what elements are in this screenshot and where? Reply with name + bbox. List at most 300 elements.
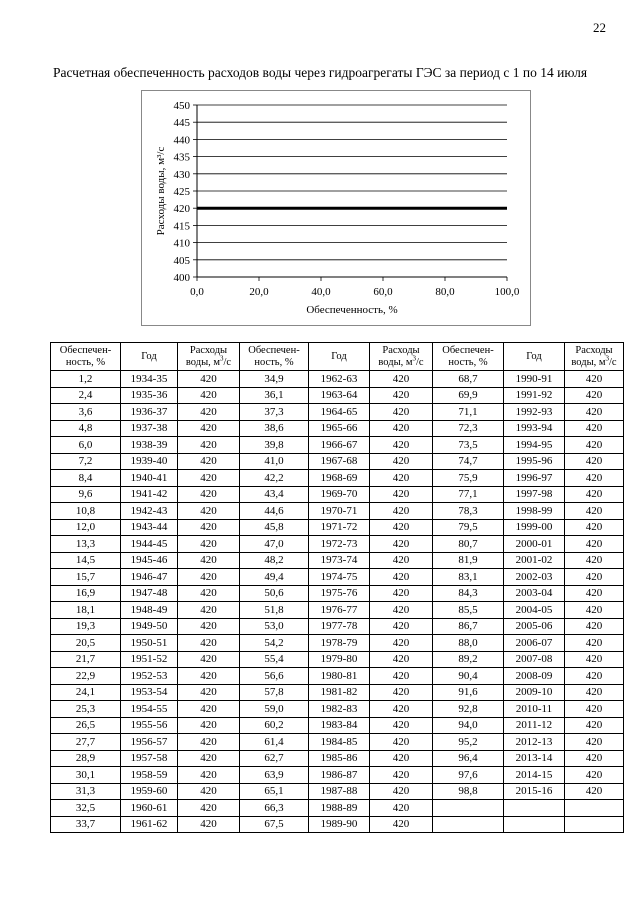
table-cell: 1995-96 bbox=[504, 453, 565, 470]
table-cell: 2004-05 bbox=[504, 602, 565, 619]
table-cell: 74,7 bbox=[433, 453, 504, 470]
table-cell: 420 bbox=[178, 734, 240, 751]
table-cell: 420 bbox=[565, 420, 624, 437]
table-cell: 420 bbox=[565, 635, 624, 652]
table-cell: 59,0 bbox=[240, 701, 309, 718]
table-cell: 14,5 bbox=[51, 552, 121, 569]
table-cell: 420 bbox=[178, 618, 240, 635]
table-cell: 81,9 bbox=[433, 552, 504, 569]
table-cell: 77,1 bbox=[433, 486, 504, 503]
table-cell bbox=[565, 816, 624, 833]
table-cell: 420 bbox=[565, 717, 624, 734]
table-row bbox=[51, 602, 624, 619]
table-cell: 27,7 bbox=[51, 734, 121, 751]
table-cell: 12,0 bbox=[51, 519, 121, 536]
table-cell: 60,2 bbox=[240, 717, 309, 734]
table-cell: 1998-99 bbox=[504, 503, 565, 520]
table-cell: 1939-40 bbox=[121, 453, 178, 470]
table-cell: 1993-94 bbox=[504, 420, 565, 437]
table-cell: 420 bbox=[565, 453, 624, 470]
table-row bbox=[51, 734, 624, 751]
table-cell: 9,6 bbox=[51, 486, 121, 503]
table-cell: 31,3 bbox=[51, 783, 121, 800]
table-cell: 420 bbox=[178, 585, 240, 602]
table-cell: 420 bbox=[370, 602, 433, 619]
table-cell: 71,1 bbox=[433, 404, 504, 421]
table-cell: 2014-15 bbox=[504, 767, 565, 784]
table-body bbox=[51, 371, 624, 833]
table-cell: 1,2 bbox=[51, 371, 121, 388]
table-cell: 1956-57 bbox=[121, 734, 178, 751]
table-cell: 66,3 bbox=[240, 800, 309, 817]
x-tick-label: 0,0 bbox=[190, 286, 204, 298]
y-tick-label: 405 bbox=[173, 254, 190, 267]
table-row bbox=[51, 387, 624, 404]
table-cell: 1972-73 bbox=[309, 536, 370, 553]
table-cell: 80,7 bbox=[433, 536, 504, 553]
table-cell: 1961-62 bbox=[121, 816, 178, 833]
column-header: Год bbox=[309, 343, 370, 371]
table-cell: 420 bbox=[370, 701, 433, 718]
table-cell: 420 bbox=[370, 635, 433, 652]
table-cell: 420 bbox=[565, 569, 624, 586]
y-tick-label: 420 bbox=[173, 203, 190, 216]
table-cell: 420 bbox=[565, 470, 624, 487]
y-tick-label: 435 bbox=[173, 151, 190, 164]
table-cell: 420 bbox=[178, 816, 240, 833]
table-cell: 420 bbox=[178, 602, 240, 619]
y-tick-label: 415 bbox=[173, 220, 190, 233]
table-cell: 2010-11 bbox=[504, 701, 565, 718]
table-row bbox=[51, 717, 624, 734]
table-cell: 1948-49 bbox=[121, 602, 178, 619]
table-cell: 28,9 bbox=[51, 750, 121, 767]
table-cell: 1989-90 bbox=[309, 816, 370, 833]
x-tick-label: 100,0 bbox=[494, 286, 520, 298]
table-cell: 20,5 bbox=[51, 635, 121, 652]
table-cell: 1962-63 bbox=[309, 371, 370, 388]
table-cell: 420 bbox=[178, 767, 240, 784]
table-row bbox=[51, 519, 624, 536]
table-cell: 420 bbox=[370, 503, 433, 520]
table-cell: 69,9 bbox=[433, 387, 504, 404]
table-cell: 1983-84 bbox=[309, 717, 370, 734]
table-cell: 97,6 bbox=[433, 767, 504, 784]
table-cell: 420 bbox=[565, 519, 624, 536]
table-cell: 13,3 bbox=[51, 536, 121, 553]
table-cell: 420 bbox=[178, 635, 240, 652]
table-cell: 91,6 bbox=[433, 684, 504, 701]
table-cell: 33,7 bbox=[51, 816, 121, 833]
table-cell: 420 bbox=[565, 767, 624, 784]
table-cell: 420 bbox=[178, 651, 240, 668]
table-cell: 42,2 bbox=[240, 470, 309, 487]
table-cell: 63,9 bbox=[240, 767, 309, 784]
table-cell: 2012-13 bbox=[504, 734, 565, 751]
table-cell: 1947-48 bbox=[121, 585, 178, 602]
table-cell: 420 bbox=[565, 536, 624, 553]
table-cell: 2009-10 bbox=[504, 684, 565, 701]
table-cell: 72,3 bbox=[433, 420, 504, 437]
table-cell: 1981-82 bbox=[309, 684, 370, 701]
table-cell: 37,3 bbox=[240, 404, 309, 421]
table-cell: 62,7 bbox=[240, 750, 309, 767]
table-cell: 24,1 bbox=[51, 684, 121, 701]
table-cell: 420 bbox=[178, 800, 240, 817]
table-cell: 79,5 bbox=[433, 519, 504, 536]
table-cell: 1952-53 bbox=[121, 668, 178, 685]
table-cell: 420 bbox=[565, 668, 624, 685]
table-row bbox=[51, 420, 624, 437]
table-cell: 56,6 bbox=[240, 668, 309, 685]
table-cell: 420 bbox=[370, 519, 433, 536]
table-cell: 420 bbox=[565, 404, 624, 421]
column-header: Расходы воды, $м^3/с$ bbox=[178, 343, 240, 371]
y-tick-label: 440 bbox=[173, 134, 190, 147]
x-axis-label: Обеспеченность, % bbox=[306, 304, 398, 316]
table-cell: 25,3 bbox=[51, 701, 121, 718]
table-cell: 420 bbox=[178, 552, 240, 569]
table-cell: 92,8 bbox=[433, 701, 504, 718]
y-tick-label: 450 bbox=[173, 100, 190, 112]
table-cell: 420 bbox=[565, 651, 624, 668]
table-cell bbox=[433, 800, 504, 817]
table-cell: 1987-88 bbox=[309, 783, 370, 800]
table-row bbox=[51, 618, 624, 635]
table-cell: 49,4 bbox=[240, 569, 309, 586]
table-cell: 85,5 bbox=[433, 602, 504, 619]
table-cell: 61,4 bbox=[240, 734, 309, 751]
table-cell: 420 bbox=[178, 684, 240, 701]
table-cell: 420 bbox=[370, 536, 433, 553]
table-cell: 1966-67 bbox=[309, 437, 370, 454]
table-cell: 48,2 bbox=[240, 552, 309, 569]
table-cell: 1999-00 bbox=[504, 519, 565, 536]
table-header-row bbox=[51, 343, 624, 371]
table-cell bbox=[504, 816, 565, 833]
table-cell: 420 bbox=[178, 750, 240, 767]
table-row bbox=[51, 453, 624, 470]
table-cell: 1959-60 bbox=[121, 783, 178, 800]
table-cell: 1982-83 bbox=[309, 701, 370, 718]
table-cell: 73,5 bbox=[433, 437, 504, 454]
table-cell: 420 bbox=[370, 437, 433, 454]
table-cell: 39,8 bbox=[240, 437, 309, 454]
table-cell: 7,2 bbox=[51, 453, 121, 470]
table-cell: 420 bbox=[370, 651, 433, 668]
table-cell: 1976-77 bbox=[309, 602, 370, 619]
table-cell: 98,8 bbox=[433, 783, 504, 800]
table-cell: 420 bbox=[178, 486, 240, 503]
table-cell: 86,7 bbox=[433, 618, 504, 635]
table-cell: 1986-87 bbox=[309, 767, 370, 784]
table-cell: 2006-07 bbox=[504, 635, 565, 652]
table-cell: 53,0 bbox=[240, 618, 309, 635]
table-cell: 420 bbox=[178, 569, 240, 586]
table-cell: 420 bbox=[178, 453, 240, 470]
table-cell: 1963-64 bbox=[309, 387, 370, 404]
table-cell: 15,7 bbox=[51, 569, 121, 586]
table-cell: 1936-37 bbox=[121, 404, 178, 421]
table-cell: 420 bbox=[370, 371, 433, 388]
table-cell: 1970-71 bbox=[309, 503, 370, 520]
table-cell: 1937-38 bbox=[121, 420, 178, 437]
table-cell: 420 bbox=[178, 717, 240, 734]
table-cell: 1949-50 bbox=[121, 618, 178, 635]
table-cell: 18,1 bbox=[51, 602, 121, 619]
table-cell: 1941-42 bbox=[121, 486, 178, 503]
table-cell: 1944-45 bbox=[121, 536, 178, 553]
table-cell: 90,4 bbox=[433, 668, 504, 685]
table-row bbox=[51, 767, 624, 784]
chart-svg bbox=[142, 91, 530, 325]
table-cell: 420 bbox=[370, 453, 433, 470]
table-cell: 1957-58 bbox=[121, 750, 178, 767]
table-cell: 1991-92 bbox=[504, 387, 565, 404]
table-row bbox=[51, 536, 624, 553]
table-cell: 96,4 bbox=[433, 750, 504, 767]
column-header: Год bbox=[121, 343, 178, 371]
table-cell: 1977-78 bbox=[309, 618, 370, 635]
table-row bbox=[51, 800, 624, 817]
x-tick-label: 60,0 bbox=[373, 286, 393, 298]
table-cell: 1955-56 bbox=[121, 717, 178, 734]
table-cell: 2008-09 bbox=[504, 668, 565, 685]
table-row bbox=[51, 503, 624, 520]
table-cell: 3,6 bbox=[51, 404, 121, 421]
table-cell: 1950-51 bbox=[121, 635, 178, 652]
table-cell: 38,6 bbox=[240, 420, 309, 437]
table-cell: 1946-47 bbox=[121, 569, 178, 586]
page-number: 22 bbox=[593, 20, 606, 35]
table-row bbox=[51, 816, 624, 833]
table-cell: 420 bbox=[565, 701, 624, 718]
table-cell: 420 bbox=[370, 387, 433, 404]
table-cell bbox=[565, 800, 624, 817]
table-row bbox=[51, 470, 624, 487]
table-row bbox=[51, 684, 624, 701]
table-cell: 1938-39 bbox=[121, 437, 178, 454]
table-cell: 420 bbox=[565, 750, 624, 767]
table-cell: 1973-74 bbox=[309, 552, 370, 569]
x-tick-label: 40,0 bbox=[311, 286, 331, 298]
table-cell: 1935-36 bbox=[121, 387, 178, 404]
table-cell: 420 bbox=[370, 569, 433, 586]
table-cell: 420 bbox=[370, 783, 433, 800]
table-cell: 1958-59 bbox=[121, 767, 178, 784]
y-tick-label: 400 bbox=[173, 272, 190, 284]
table-cell: 420 bbox=[370, 767, 433, 784]
table-cell: 1979-80 bbox=[309, 651, 370, 668]
y-axis-label: Расходы воды, м³/с bbox=[155, 146, 167, 236]
table-cell: 420 bbox=[565, 585, 624, 602]
table-cell: 420 bbox=[178, 437, 240, 454]
table-cell: 1984-85 bbox=[309, 734, 370, 751]
table-cell: 420 bbox=[178, 668, 240, 685]
column-header: Обеспечен- ность, % bbox=[240, 343, 309, 371]
table-cell: 36,1 bbox=[240, 387, 309, 404]
table-cell: 1975-76 bbox=[309, 585, 370, 602]
table-cell: 420 bbox=[370, 618, 433, 635]
table-cell: 4,8 bbox=[51, 420, 121, 437]
table-row bbox=[51, 569, 624, 586]
table-cell: 1997-98 bbox=[504, 486, 565, 503]
table-cell: 1974-75 bbox=[309, 569, 370, 586]
table-cell: 420 bbox=[178, 536, 240, 553]
table-cell: 420 bbox=[370, 800, 433, 817]
table-cell: 420 bbox=[370, 717, 433, 734]
table-cell: 43,4 bbox=[240, 486, 309, 503]
table-cell: 2001-02 bbox=[504, 552, 565, 569]
table-cell: 41,0 bbox=[240, 453, 309, 470]
table-cell: 420 bbox=[178, 783, 240, 800]
table-cell: 22,9 bbox=[51, 668, 121, 685]
table-cell: 8,4 bbox=[51, 470, 121, 487]
table-cell: 1942-43 bbox=[121, 503, 178, 520]
table-cell: 420 bbox=[178, 387, 240, 404]
table-cell: 2003-04 bbox=[504, 585, 565, 602]
x-tick-label: 80,0 bbox=[435, 286, 455, 298]
table-cell: 1967-68 bbox=[309, 453, 370, 470]
table-cell: 420 bbox=[565, 371, 624, 388]
table-cell: 51,8 bbox=[240, 602, 309, 619]
table-cell: 1943-44 bbox=[121, 519, 178, 536]
table-cell: 420 bbox=[370, 552, 433, 569]
y-tick-label: 430 bbox=[173, 168, 190, 181]
table-cell: 19,3 bbox=[51, 618, 121, 635]
table-cell: 420 bbox=[178, 420, 240, 437]
table-cell: 88,0 bbox=[433, 635, 504, 652]
table-cell: 420 bbox=[565, 552, 624, 569]
table-cell: 78,3 bbox=[433, 503, 504, 520]
table-cell: 1969-70 bbox=[309, 486, 370, 503]
table-cell: 420 bbox=[178, 404, 240, 421]
y-tick-label: 445 bbox=[173, 117, 190, 130]
table-cell: 57,8 bbox=[240, 684, 309, 701]
table-cell: 1945-46 bbox=[121, 552, 178, 569]
table-cell: 1996-97 bbox=[504, 470, 565, 487]
table-cell: 1990-91 bbox=[504, 371, 565, 388]
table-cell: 2000-01 bbox=[504, 536, 565, 553]
table-cell: 30,1 bbox=[51, 767, 121, 784]
table-cell: 75,9 bbox=[433, 470, 504, 487]
table-cell: 420 bbox=[370, 486, 433, 503]
table-cell: 84,3 bbox=[433, 585, 504, 602]
table-cell: 54,2 bbox=[240, 635, 309, 652]
column-header: Расходы воды, $м^3/с$ bbox=[370, 343, 433, 371]
table-row bbox=[51, 486, 624, 503]
table-row bbox=[51, 651, 624, 668]
y-tick-label: 410 bbox=[173, 237, 190, 250]
table-cell: 420 bbox=[565, 602, 624, 619]
table-cell: 1953-54 bbox=[121, 684, 178, 701]
table-row bbox=[51, 585, 624, 602]
table-cell: 21,7 bbox=[51, 651, 121, 668]
table-cell: 2007-08 bbox=[504, 651, 565, 668]
table-cell: 2013-14 bbox=[504, 750, 565, 767]
table-cell bbox=[504, 800, 565, 817]
table-cell: 420 bbox=[178, 503, 240, 520]
table-cell: 420 bbox=[370, 420, 433, 437]
table-cell: 420 bbox=[565, 734, 624, 751]
table-cell: 1985-86 bbox=[309, 750, 370, 767]
table-cell: 68,7 bbox=[433, 371, 504, 388]
table-cell: 1960-61 bbox=[121, 800, 178, 817]
table-cell: 2011-12 bbox=[504, 717, 565, 734]
table-row bbox=[51, 437, 624, 454]
table-cell: 1965-66 bbox=[309, 420, 370, 437]
table-cell: 1988-89 bbox=[309, 800, 370, 817]
table-cell: 1978-79 bbox=[309, 635, 370, 652]
table-row bbox=[51, 668, 624, 685]
table-cell: 67,5 bbox=[240, 816, 309, 833]
table-cell: 420 bbox=[565, 437, 624, 454]
table-cell: 94,0 bbox=[433, 717, 504, 734]
table-cell: 1971-72 bbox=[309, 519, 370, 536]
table-row bbox=[51, 635, 624, 652]
table-cell: 420 bbox=[565, 387, 624, 404]
table-row bbox=[51, 371, 624, 388]
table-cell: 6,0 bbox=[51, 437, 121, 454]
column-header: Обеспечен- ность, % bbox=[433, 343, 504, 371]
column-header: Год bbox=[504, 343, 565, 371]
table-cell: 1994-95 bbox=[504, 437, 565, 454]
table-cell: 95,2 bbox=[433, 734, 504, 751]
table-cell: 420 bbox=[178, 701, 240, 718]
table-cell bbox=[433, 816, 504, 833]
table-cell: 420 bbox=[178, 470, 240, 487]
table-row bbox=[51, 701, 624, 718]
column-header: Расходы воды, $м^3/с$ bbox=[565, 343, 624, 371]
table-cell: 50,6 bbox=[240, 585, 309, 602]
table-cell: 2015-16 bbox=[504, 783, 565, 800]
table-cell: 83,1 bbox=[433, 569, 504, 586]
table-cell: 1951-52 bbox=[121, 651, 178, 668]
table-cell: 1940-41 bbox=[121, 470, 178, 487]
y-tick-label: 425 bbox=[173, 186, 190, 198]
x-tick-label: 20,0 bbox=[249, 286, 269, 298]
table-cell: 34,9 bbox=[240, 371, 309, 388]
chart-area bbox=[141, 90, 531, 326]
table-cell: 420 bbox=[565, 486, 624, 503]
table-cell: 420 bbox=[370, 585, 433, 602]
table-cell: 1934-35 bbox=[121, 371, 178, 388]
table-cell: 2002-03 bbox=[504, 569, 565, 586]
table-cell: 420 bbox=[565, 618, 624, 635]
table-cell: 420 bbox=[370, 668, 433, 685]
table-cell: 26,5 bbox=[51, 717, 121, 734]
table-cell: 1954-55 bbox=[121, 701, 178, 718]
table-cell: 65,1 bbox=[240, 783, 309, 800]
table-row bbox=[51, 750, 624, 767]
table-cell: 32,5 bbox=[51, 800, 121, 817]
table-cell: 16,9 bbox=[51, 585, 121, 602]
table-cell: 420 bbox=[178, 519, 240, 536]
table-row bbox=[51, 404, 624, 421]
table-cell: 1980-81 bbox=[309, 668, 370, 685]
table-cell: 44,6 bbox=[240, 503, 309, 520]
table-cell: 420 bbox=[565, 783, 624, 800]
table-cell: 89,2 bbox=[433, 651, 504, 668]
table-cell: 420 bbox=[370, 684, 433, 701]
table-cell: 10,8 bbox=[51, 503, 121, 520]
table-row bbox=[51, 783, 624, 800]
table-cell: 2,4 bbox=[51, 387, 121, 404]
data-table bbox=[50, 342, 624, 833]
table-cell: 1992-93 bbox=[504, 404, 565, 421]
table-cell: 420 bbox=[178, 371, 240, 388]
table-cell: 420 bbox=[565, 503, 624, 520]
